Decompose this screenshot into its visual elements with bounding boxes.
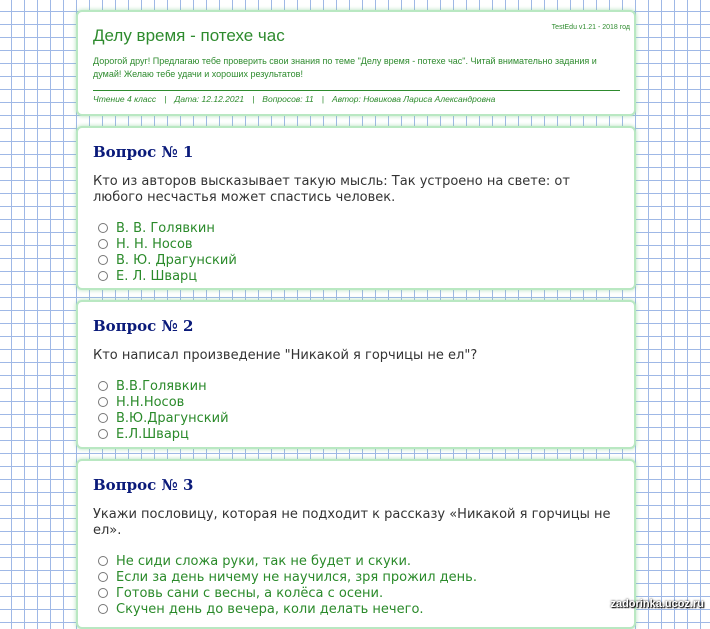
answer-option[interactable] [93, 585, 619, 601]
answer-list [93, 378, 619, 442]
radio-button[interactable] [98, 381, 108, 391]
answer-list [93, 220, 619, 284]
answer-label: Готовь сани с весны, а колёса с осени. [116, 585, 384, 601]
question-card-1 [76, 126, 636, 290]
answer-label: Е.Л.Шварц [116, 426, 189, 442]
answer-option[interactable] [93, 268, 619, 284]
test-description: Дорогой друг! Предлагаю тебе проверить свои знания по теме "Делу время - потехе час". Читай внимательно задания и думай! Желаю тебе удачи и хороших результатов! [93, 56, 597, 79]
test-header-card [76, 10, 636, 116]
question-title: Вопрос № 1 [93, 143, 194, 161]
answer-option[interactable] [93, 252, 619, 268]
answer-option[interactable] [93, 394, 619, 410]
test-meta [93, 94, 620, 104]
meta-subject: Чтение 4 класс [93, 94, 157, 104]
answer-label: Скучен день до вечера, коли делать нечего. [116, 601, 424, 617]
meta-separator: | [321, 94, 325, 104]
answer-option[interactable] [93, 378, 619, 394]
question-card-2 [76, 300, 636, 449]
radio-button[interactable] [98, 255, 108, 265]
answer-label: Не сиди сложа руки, так не будет и скуки. [116, 553, 412, 569]
radio-button[interactable] [98, 397, 108, 407]
meta-separator: | [252, 94, 255, 104]
radio-button[interactable] [98, 556, 108, 566]
question-title: Вопрос № 2 [93, 317, 194, 335]
answer-option[interactable] [93, 601, 619, 617]
test-title: Делу время - потехе час [93, 26, 285, 45]
answer-option[interactable] [93, 410, 619, 426]
answer-label: В.Ю.Драгунский [116, 410, 229, 426]
radio-button[interactable] [98, 223, 108, 233]
question-text: Кто написал произведение "Никакой я горчицы не ел"? [93, 348, 478, 363]
meta-questions-count: Вопросов: 11 [262, 94, 314, 104]
meta-date: Дата: 12.12.2021 [174, 94, 245, 104]
radio-button[interactable] [98, 588, 108, 598]
radio-button[interactable] [98, 271, 108, 281]
answer-label: В. Ю. Драгунский [116, 252, 237, 268]
radio-button[interactable] [98, 572, 108, 582]
answer-option[interactable] [93, 569, 619, 585]
answer-label: Е. Л. Шварц [116, 268, 198, 284]
answer-label: Если за день ничему не научился, зря прожил день. [116, 569, 477, 585]
header-divider [93, 90, 620, 91]
answer-label: Н.Н.Носов [116, 394, 185, 410]
answer-option[interactable] [93, 553, 619, 569]
question-text: Укажи пословицу, которая не подходит к рассказу «Никакой я горчицы не ел». [93, 507, 611, 538]
site-watermark: zadorinka.ucoz.ru [610, 598, 704, 610]
version-label: TestEdu v1.21 - 2018 год [551, 24, 630, 31]
question-title: Вопрос № 3 [93, 476, 194, 494]
radio-button[interactable] [98, 239, 108, 249]
question-text: Кто из авторов высказывает такую мысль: Так устроено на свете: от любого несчастья может спастись человек. [93, 174, 570, 205]
answer-option[interactable] [93, 426, 619, 442]
radio-button[interactable] [98, 413, 108, 423]
question-card-3 [76, 459, 636, 629]
answer-label: Н. Н. Носов [116, 236, 193, 252]
answer-list [93, 553, 619, 617]
answer-option[interactable] [93, 220, 619, 236]
radio-button[interactable] [98, 429, 108, 439]
meta-separator: | [164, 94, 167, 104]
answer-label: В. В. Голявкин [116, 220, 215, 236]
answer-label: В.В.Голявкин [116, 378, 207, 394]
answer-option[interactable] [93, 236, 619, 252]
meta-author: Автор: Новикова Лариса Александровна [332, 94, 496, 104]
